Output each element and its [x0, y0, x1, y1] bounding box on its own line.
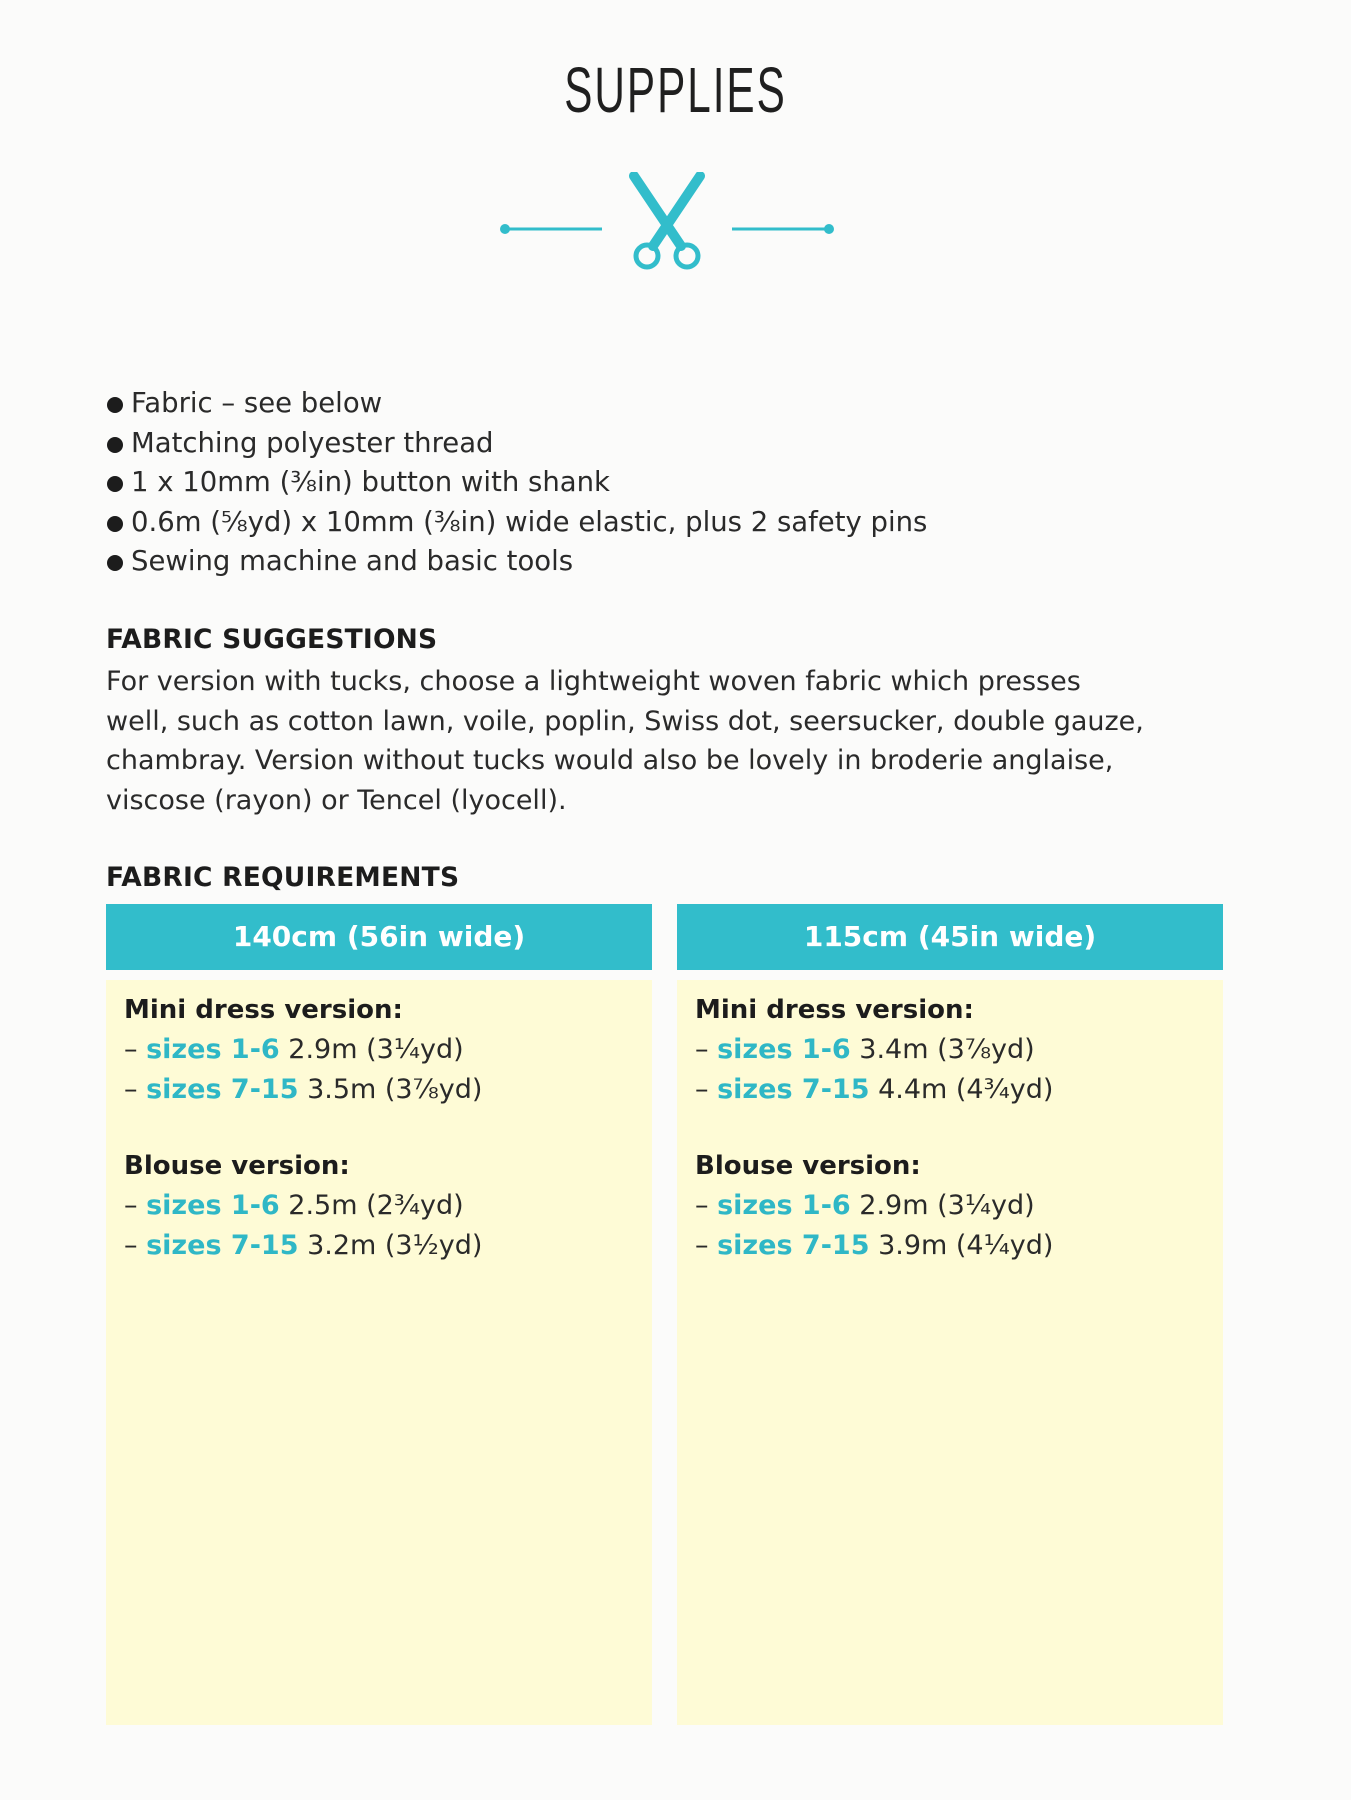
- column-body: [106, 980, 652, 1725]
- version-title: Mini dress version:: [695, 995, 974, 1025]
- scissors-divider: [497, 172, 837, 272]
- fabric-suggestions-heading: FABRIC SUGGESTIONS: [106, 624, 438, 655]
- fabric-amount: 3.5m (3⅞yd): [298, 1074, 483, 1105]
- fabric-amount: 3.2m (3½yd): [298, 1230, 483, 1261]
- bullet-icon: [107, 476, 123, 492]
- requirement-line: [124, 1070, 634, 1110]
- divider-line-right: [732, 224, 834, 234]
- bullet-icon: [107, 555, 123, 571]
- supplies-list: [105, 384, 927, 582]
- dash: –: [695, 1190, 718, 1221]
- column-body: [677, 980, 1223, 1725]
- scissors-icon: [634, 176, 700, 267]
- supply-item-label: 0.6m (⅝yd) x 10mm (⅜in) wide elastic, plus 2 safety pins: [131, 505, 928, 538]
- requirements-column-140cm: [106, 904, 652, 1725]
- suggestion-line: For version with tucks, choose a lightweight woven fabric which presses: [106, 666, 1081, 697]
- size-label: sizes 1-6: [717, 1190, 851, 1221]
- size-label: sizes 1-6: [146, 1034, 280, 1065]
- size-label: sizes 7-15: [717, 1230, 870, 1261]
- blouse-version: [124, 1146, 634, 1266]
- fabric-amount: 2.9m (3¼yd): [279, 1034, 464, 1065]
- supply-item-label: Sewing machine and basic tools: [131, 545, 574, 577]
- requirement-line: [124, 1030, 634, 1070]
- mini-dress-version: [695, 990, 1205, 1110]
- suggestion-line: chambray. Version without tucks would also be lovely in broderie anglaise,: [106, 745, 1114, 776]
- fabric-amount: 3.9m (4¼yd): [869, 1230, 1054, 1261]
- fabric-suggestions-text: [106, 662, 1206, 820]
- column-header: 140cm (56in wide): [106, 904, 652, 970]
- requirement-line: [695, 1030, 1205, 1070]
- version-title: Blouse version:: [124, 1151, 350, 1181]
- divider-line-left: [500, 224, 602, 234]
- dash: –: [695, 1034, 718, 1065]
- version-title: Mini dress version:: [124, 995, 403, 1025]
- fabric-amount: 4.4m (4¾yd): [869, 1074, 1054, 1105]
- suggestion-line: viscose (rayon) or Tencel (lyocell).: [106, 784, 567, 816]
- dash: –: [124, 1074, 147, 1105]
- supply-item-label: 1 x 10mm (⅜in) button with shank: [131, 466, 610, 498]
- size-label: sizes 1-6: [146, 1190, 280, 1221]
- page-title: SUPPLIES: [564, 54, 787, 126]
- requirement-line: [695, 1226, 1205, 1266]
- supply-item: [105, 463, 927, 503]
- supply-item: [105, 424, 927, 464]
- requirements-column-115cm: [677, 904, 1223, 1725]
- fabric-requirements-heading: FABRIC REQUIREMENTS: [106, 862, 460, 893]
- fabric-amount: 2.9m (3¼yd): [850, 1190, 1035, 1221]
- requirement-line: [695, 1070, 1205, 1110]
- bullet-icon: [107, 397, 123, 413]
- dash: –: [124, 1230, 147, 1261]
- fabric-amount: 2.5m (2¾yd): [279, 1190, 464, 1221]
- dash: –: [124, 1034, 147, 1065]
- dash: –: [695, 1074, 718, 1105]
- bullet-icon: [107, 516, 123, 532]
- size-label: sizes 7-15: [717, 1074, 870, 1105]
- requirement-line: [124, 1186, 634, 1226]
- size-label: sizes 1-6: [717, 1034, 851, 1065]
- supply-item: [105, 542, 927, 582]
- bullet-icon: [107, 437, 123, 453]
- dash: –: [695, 1230, 718, 1261]
- version-title: Blouse version:: [695, 1151, 921, 1181]
- requirement-line: [124, 1226, 634, 1266]
- supply-item-label: Fabric – see below: [131, 387, 383, 419]
- supply-item: [105, 384, 927, 424]
- column-header: 115cm (45in wide): [677, 904, 1223, 970]
- mini-dress-version: [124, 990, 634, 1110]
- size-label: sizes 7-15: [146, 1074, 299, 1105]
- supply-item: [105, 503, 927, 543]
- fabric-amount: 3.4m (3⅞yd): [850, 1034, 1035, 1065]
- requirement-line: [695, 1186, 1205, 1226]
- dash: –: [124, 1190, 147, 1221]
- size-label: sizes 7-15: [146, 1230, 299, 1261]
- blouse-version: [695, 1146, 1205, 1266]
- suggestion-line: well, such as cotton lawn, voile, poplin, Swiss dot, seersucker, double gauze,: [106, 705, 1144, 737]
- supply-item-label: Matching polyester thread: [131, 426, 494, 459]
